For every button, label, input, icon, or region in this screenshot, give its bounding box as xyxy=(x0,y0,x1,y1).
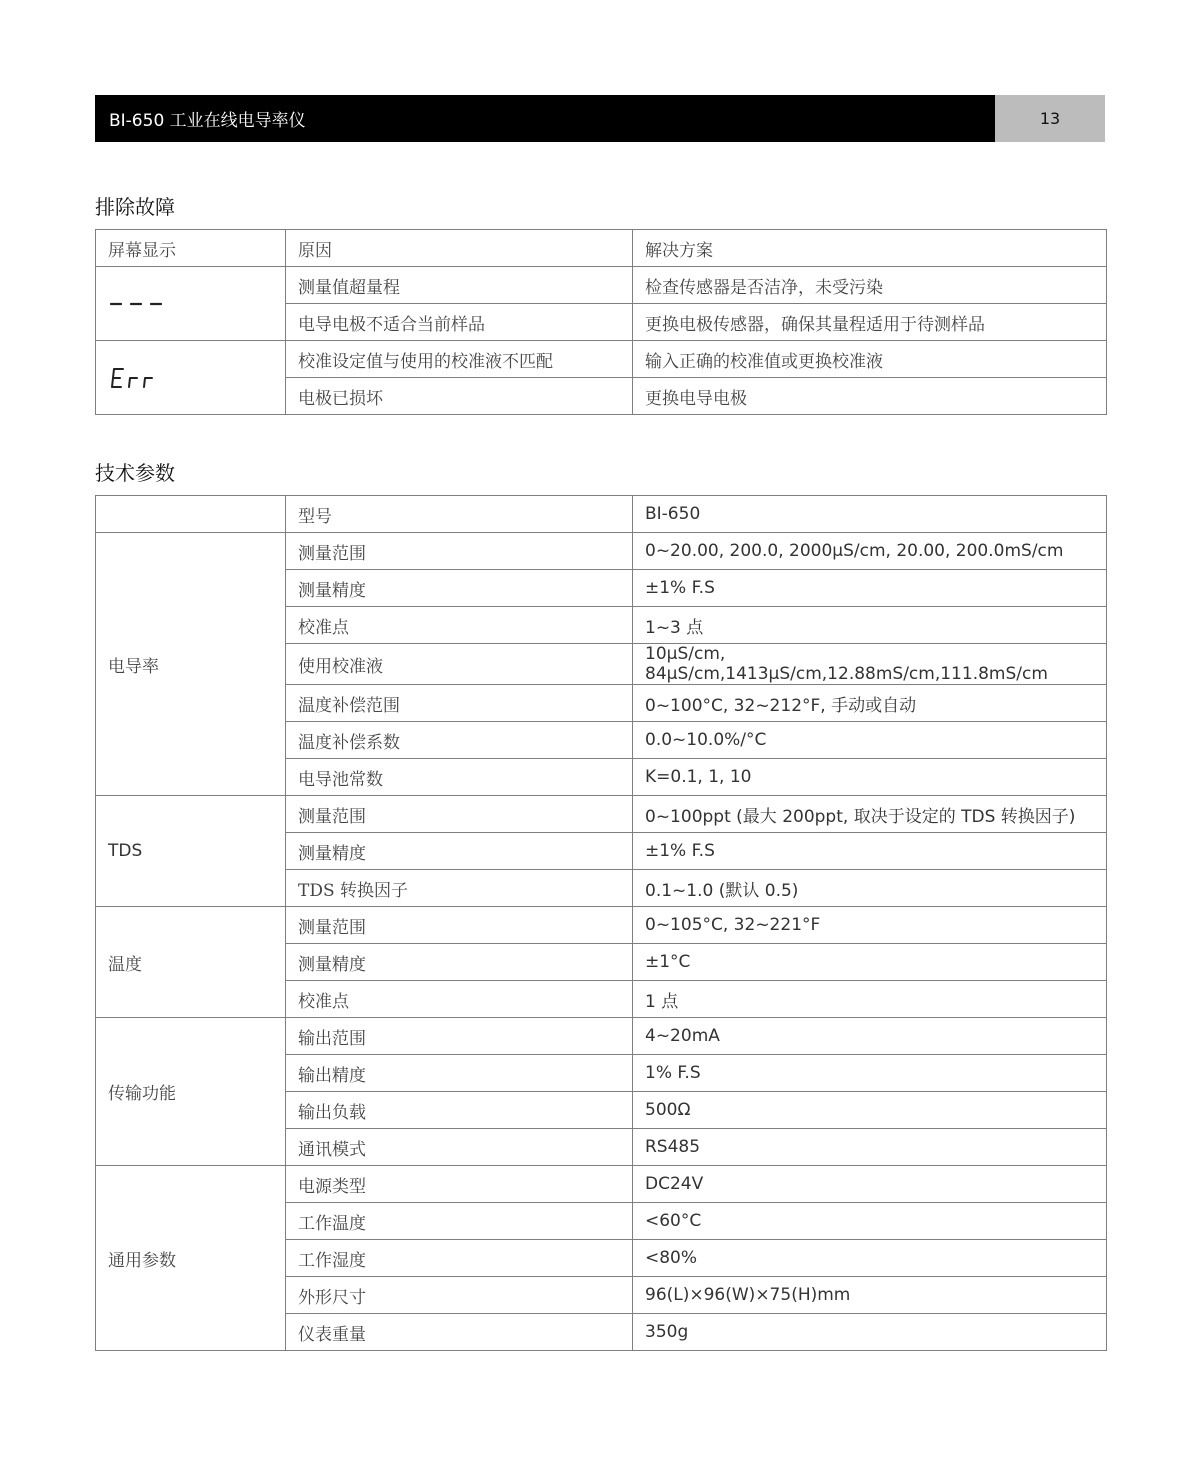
lcd-dashes-icon xyxy=(108,296,168,312)
param-cell: 输出精度 xyxy=(286,1055,633,1092)
value-cell: ±1% F.S xyxy=(633,570,1107,607)
param-cell: 测量精度 xyxy=(286,833,633,870)
page-header xyxy=(95,95,1105,142)
table-row xyxy=(96,496,1107,533)
value-cell: 0~100ppt (最大 200ppt, 取决于设定的 TDS 转换因子) xyxy=(633,796,1107,833)
solution-cell: 更换电极传感器，确保其量程适用于待测样品 xyxy=(633,304,1107,341)
group-cell xyxy=(96,496,286,533)
column-header: 原因 xyxy=(286,230,633,267)
value-cell: K=0.1, 1, 10 xyxy=(633,759,1107,796)
solution-cell: 检查传感器是否洁净，未受污染 xyxy=(633,267,1107,304)
param-cell: 外形尺寸 xyxy=(286,1277,633,1314)
solution-cell: 更换电导电极 xyxy=(633,378,1107,415)
param-cell: 校准点 xyxy=(286,607,633,644)
value-cell: RS485 xyxy=(633,1129,1107,1166)
value-cell: 1 点 xyxy=(633,981,1107,1018)
specs-heading: 技术参数 xyxy=(95,461,175,485)
table-row xyxy=(96,1018,1107,1055)
table-row xyxy=(96,796,1107,833)
value-cell: 500Ω xyxy=(633,1092,1107,1129)
param-cell: 电源类型 xyxy=(286,1166,633,1203)
param-cell: 测量精度 xyxy=(286,944,633,981)
param-cell: 型号 xyxy=(286,496,633,533)
param-cell: 输出负载 xyxy=(286,1092,633,1129)
cause-cell: 校准设定值与使用的校准液不匹配 xyxy=(286,341,633,378)
param-cell: 测量范围 xyxy=(286,796,633,833)
cause-cell: 电极已损坏 xyxy=(286,378,633,415)
value-cell: ±1% F.S xyxy=(633,833,1107,870)
table-row xyxy=(96,267,1107,304)
param-cell: 温度补偿范围 xyxy=(286,685,633,722)
value-cell: 1% F.S xyxy=(633,1055,1107,1092)
solution-cell: 输入正确的校准值或更换校准液 xyxy=(633,341,1107,378)
troubleshooting-heading: 排除故障 xyxy=(95,195,175,219)
param-cell: 测量范围 xyxy=(286,907,633,944)
group-cell: 通用参数 xyxy=(96,1166,286,1351)
column-header: 解决方案 xyxy=(633,230,1107,267)
lcd-display-dashes xyxy=(96,267,286,341)
value-cell: 4~20mA xyxy=(633,1018,1107,1055)
document-title: BI-650 工业在线电导率仪 xyxy=(95,95,995,142)
param-cell: 通讯模式 xyxy=(286,1129,633,1166)
group-cell: TDS xyxy=(96,796,286,907)
param-cell: 校准点 xyxy=(286,981,633,1018)
value-cell: 350g xyxy=(633,1314,1107,1351)
param-cell: 测量精度 xyxy=(286,570,633,607)
value-cell: 0~100°C, 32~212°F, 手动或自动 xyxy=(633,685,1107,722)
param-cell: 温度补偿系数 xyxy=(286,722,633,759)
table-row xyxy=(96,907,1107,944)
value-cell: <60°C xyxy=(633,1203,1107,1240)
troubleshooting-table xyxy=(95,229,1107,415)
value-cell: 1~3 点 xyxy=(633,607,1107,644)
param-cell: 工作温度 xyxy=(286,1203,633,1240)
page-number: 13 xyxy=(995,95,1105,142)
value-cell: BI-650 xyxy=(633,496,1107,533)
param-cell: 使用校准液 xyxy=(286,644,633,685)
value-cell: DC24V xyxy=(633,1166,1107,1203)
table-row xyxy=(96,533,1107,570)
table-header-row xyxy=(96,230,1107,267)
param-cell: 输出范围 xyxy=(286,1018,633,1055)
cause-cell: 电导电极不适合当前样品 xyxy=(286,304,633,341)
table-row xyxy=(96,341,1107,378)
table-row xyxy=(96,1166,1107,1203)
value-cell: 0.0~10.0%/°C xyxy=(633,722,1107,759)
value-cell: 96(L)×96(W)×75(H)mm xyxy=(633,1277,1107,1314)
value-cell: <80% xyxy=(633,1240,1107,1277)
param-cell: 仪表重量 xyxy=(286,1314,633,1351)
group-cell: 电导率 xyxy=(96,533,286,796)
value-cell: 0~20.00, 200.0, 2000μS/cm, 20.00, 200.0mS/cm xyxy=(633,533,1107,570)
cause-cell: 测量值超量程 xyxy=(286,267,633,304)
column-header: 屏幕显示 xyxy=(96,230,286,267)
param-cell: 工作湿度 xyxy=(286,1240,633,1277)
specs-table xyxy=(95,495,1107,1351)
param-cell: TDS 转换因子 xyxy=(286,870,633,907)
lcd-display-err xyxy=(96,341,286,415)
value-cell: 0~105°C, 32~221°F xyxy=(633,907,1107,944)
group-cell: 传输功能 xyxy=(96,1018,286,1166)
param-cell: 测量范围 xyxy=(286,533,633,570)
group-cell: 温度 xyxy=(96,907,286,1018)
param-cell: 电导池常数 xyxy=(286,759,633,796)
value-cell: ±1°C xyxy=(633,944,1107,981)
lcd-err-icon xyxy=(108,365,168,391)
value-cell: 0.1~1.0 (默认 0.5) xyxy=(633,870,1107,907)
value-cell: 10μS/cm, 84μS/cm,1413μS/cm,12.88mS/cm,111.8mS/cm xyxy=(633,644,1107,685)
